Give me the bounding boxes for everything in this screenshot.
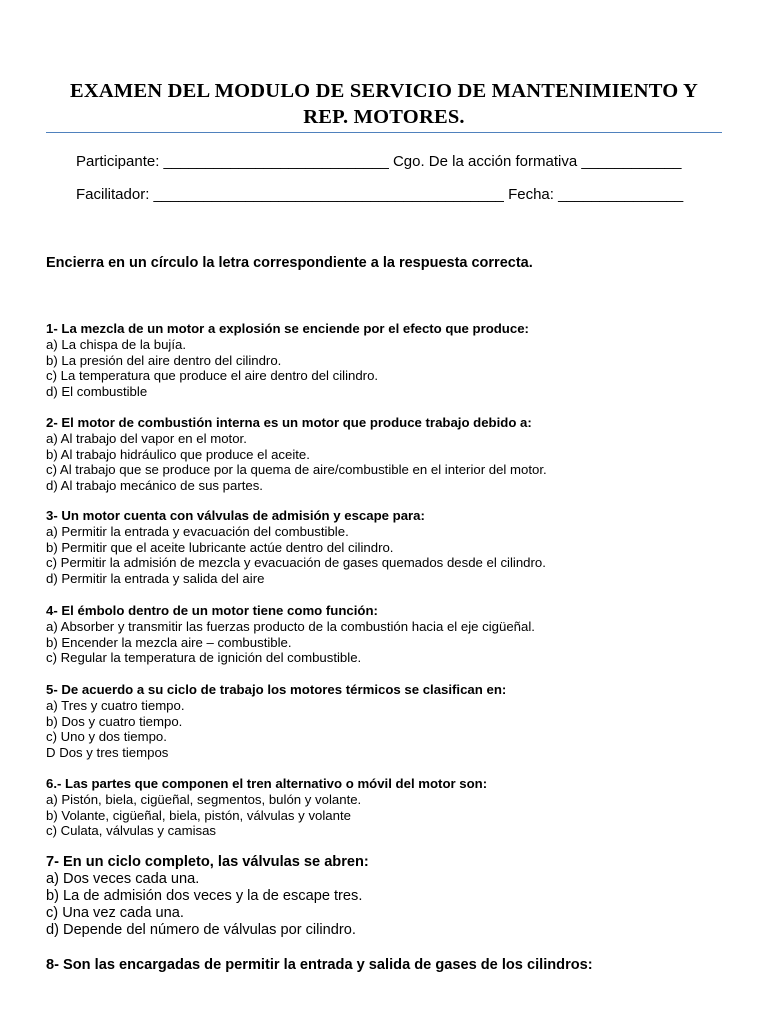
question-6	[46, 776, 746, 839]
question-text: 7- En un ciclo completo, las válvulas se abren:	[46, 854, 369, 870]
option-d: d) Permitir la entrada y salida del aire	[46, 570, 265, 586]
option-c: c) Uno y dos tiempo.	[46, 729, 167, 744]
exam-title-line1: EXAMEN DEL MODULO DE SERVICIO DE MANTENIMIENTO Y	[70, 80, 698, 102]
option-b: b) Encender la mezcla aire – combustible.	[46, 634, 292, 650]
option-b: b) La de admisión dos veces y la de escape tres.	[46, 888, 363, 904]
question-text: 8- Son las encargadas de permitir la entrada y salida de gases de los cilindros:	[46, 957, 593, 973]
option-c: c) Al trabajo que se produce por la quema de aire/combustible en el interior del motor.	[46, 462, 547, 477]
option-c: c) Permitir la admisión de mezcla y evacuación de gases quemados desde el cilindro.	[46, 555, 546, 570]
option-a: a) Absorber y transmitir las fuerzas producto de la combustión hacia el eje cigüeñal.	[46, 619, 535, 634]
exam-title	[40, 78, 728, 130]
option-c: c) Culata, válvulas y camisas	[46, 823, 217, 838]
option-b: b) Dos y cuatro tiempo.	[46, 713, 183, 729]
option-c: c) Una vez cada una.	[46, 905, 184, 921]
instructions: Encierra en un círculo la letra correspondiente a la respuesta correcta.	[46, 255, 533, 271]
option-d: d) Depende del número de válvulas por cilindro.	[46, 922, 356, 938]
option-d: D Dos y tres tiempos	[46, 744, 169, 760]
question-4	[46, 603, 746, 666]
facilitator-field-line: Facilitador: __________________________________________ Fecha: _______________	[76, 186, 684, 203]
question-2	[46, 415, 746, 493]
option-c: c) Regular la temperatura de ignición del combustible.	[46, 650, 362, 665]
question-text: 6.- Las partes que componen el tren alternativo o móvil del motor son:	[46, 776, 488, 791]
option-a: a) Tres y cuatro tiempo.	[46, 698, 185, 713]
question-text: 4- El émbolo dentro de un motor tiene como función:	[46, 603, 378, 618]
option-c: c) La temperatura que produce el aire dentro del cilindro.	[46, 368, 379, 383]
question-8	[46, 957, 746, 974]
question-text: 5- De acuerdo a su ciclo de trabajo los motores térmicos se clasifican en:	[46, 682, 507, 697]
title-divider	[46, 132, 722, 133]
question-text: 3- Un motor cuenta con válvulas de admisión y escape para:	[46, 508, 425, 523]
option-a: a) Al trabajo del vapor en el motor.	[46, 431, 247, 446]
option-d: d) El combustible	[46, 383, 148, 399]
option-a: a) La chispa de la bujía.	[46, 337, 187, 352]
option-a: a) Pistón, biela, cigüeñal, segmentos, bulón y volante.	[46, 792, 362, 807]
participant-field-line: Participante: ___________________________ Cgo. De la acción formativa ____________	[76, 153, 682, 170]
question-text: 2- El motor de combustión interna es un motor que produce trabajo debido a:	[46, 415, 532, 430]
question-text: 1- La mezcla de un motor a explosión se enciende por el efecto que produce:	[46, 321, 529, 336]
option-a: a) Dos veces cada una.	[46, 871, 200, 887]
question-5	[46, 682, 746, 760]
question-1	[46, 321, 746, 399]
question-3	[46, 508, 746, 586]
option-a: a) Permitir la entrada y evacuación del combustible.	[46, 524, 349, 539]
option-b: b) Permitir que el aceite lubricante actúe dentro del cilindro.	[46, 539, 394, 555]
question-7	[46, 854, 746, 939]
option-b: b) Volante, cigüeñal, biela, pistón, válvulas y volante	[46, 807, 351, 823]
option-b: b) Al trabajo hidráulico que produce el aceite.	[46, 446, 310, 462]
option-b: b) La presión del aire dentro del cilindro.	[46, 352, 282, 368]
exam-title-line2: REP. MOTORES.	[303, 106, 465, 128]
option-d: d) Al trabajo mecánico de sus partes.	[46, 477, 263, 493]
